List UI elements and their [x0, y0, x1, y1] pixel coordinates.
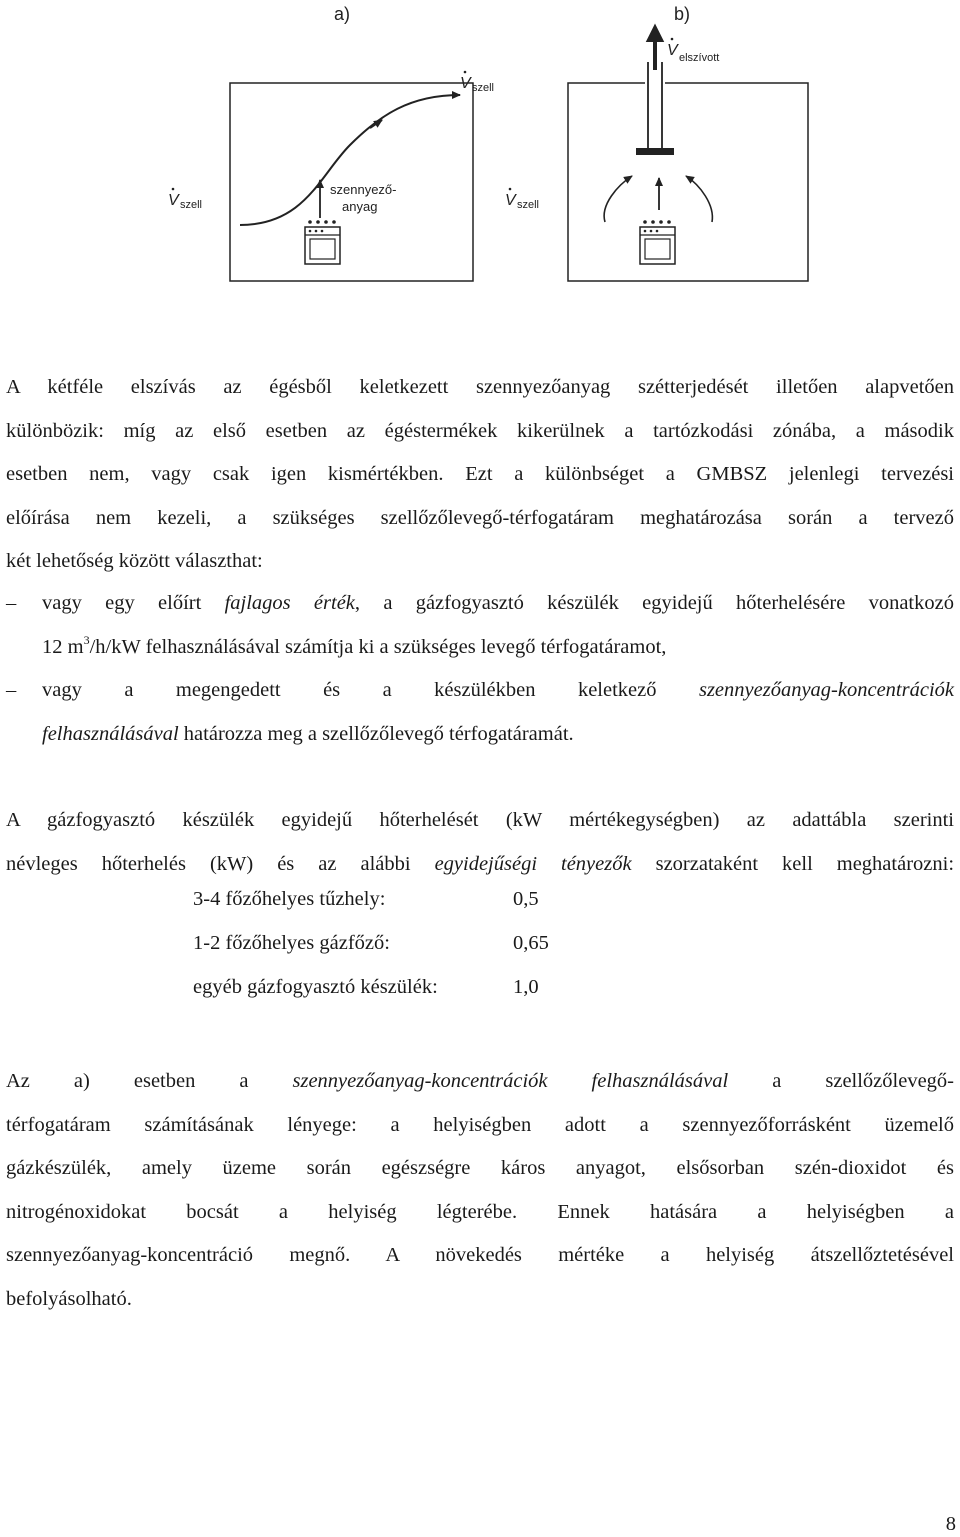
flow-label-v-elszivott — [667, 38, 719, 64]
pollutant-label-2: anyag — [342, 199, 378, 214]
svg-text:V: V — [667, 42, 678, 59]
factor-value: 0,65 — [513, 932, 549, 954]
gas-stove-a — [305, 220, 340, 264]
label-b: b) — [674, 4, 691, 24]
airflow-arrow-b-right — [686, 176, 712, 222]
emphasis-fajlagos: fajlagos érték — [224, 592, 355, 614]
ventilation-diagram — [0, 0, 960, 290]
flow-label-v-szell-top — [460, 71, 494, 94]
p1-line-2: különbözik: míg az első esetben az égéstermékek kikerülnek a tartózkodási zónába, a második — [6, 419, 954, 442]
bullet-1 — [6, 582, 954, 672]
bullet-dash: – — [6, 592, 17, 614]
svg-text:elszívott: elszívott — [679, 52, 720, 64]
svg-text:szell: szell — [517, 199, 540, 211]
p1-line-3: esetben nem, vagy csak igen kismértékben. Ezt a különbséget a GMBSZ jelenlegi tervezési — [6, 463, 954, 485]
bullet-dash: – — [6, 679, 17, 701]
svg-text:szell: szell — [472, 82, 495, 94]
bullet-2 — [6, 669, 954, 759]
paragraph-2 — [6, 799, 954, 886]
p3-line-1: Az a) esetben a szennyezőanyag-koncentrációk felhasználásával a szellőzőlevegő- — [6, 1070, 955, 1092]
p1-line-4: előírása nem kezeli, a szükséges szellőzőlevegő-térfogatáram meghatározása során a tervező — [6, 506, 954, 529]
factor-value: 1,0 — [513, 976, 539, 998]
p3-line-3: gázkészülék, amely üzeme során egészségre káros anyagot, elsősorban szén-dioxidot és — [6, 1157, 954, 1180]
factor-row-1 — [193, 888, 539, 911]
factor-row-3 — [193, 976, 539, 999]
extraction-hood — [636, 62, 674, 155]
p2-line-1: A gázfogyasztó készülék egyidejű hőterhelését (kW mértékegységben) az adattábla szerinti — [6, 809, 954, 831]
factor-value: 0,5 — [513, 888, 539, 910]
factor-label: 3-4 főzőhelyes tűzhely: — [193, 888, 386, 910]
bullet-2-line-2: felhasználásával határozza meg a szellőzőlevegő térfogatáramát. — [42, 722, 574, 745]
p3-line-5: szennyezőanyag-koncentráció megnő. A növekedés mértéke a helyiség átszellőztetésével — [6, 1244, 954, 1267]
label-a: a) — [334, 4, 351, 24]
airflow-arrow-b-left — [604, 176, 632, 222]
bullet-1-line-1: vagy egy előírt fajlagos érték, a gázfogyasztó készülék egyidejű hőterhelésére vonatkozó — [42, 592, 954, 614]
flow-label-v-szell-left — [168, 188, 202, 211]
room-b-outline — [568, 83, 808, 281]
paragraph-3 — [6, 1060, 954, 1322]
emphasis-felhasznalasaval: felhasználásával — [42, 722, 179, 745]
paragraph-1 — [6, 366, 954, 584]
emphasis-koncentraciok: szennyezőanyag-koncentrációk — [698, 679, 954, 701]
svg-text:V: V — [168, 192, 179, 209]
pollutant-label-1: szennyező- — [330, 182, 397, 197]
factor-label: 1-2 főzőhelyes gázfőző: — [193, 932, 390, 954]
p3-line-6: befolyásolható. — [6, 1287, 132, 1310]
p3-line-2: térfogatáram számításának lényege: a helyiségben adott a szennyezőforrásként üzemelő — [6, 1113, 954, 1136]
emphasis-egyidejusegi: egyidejűségi tényezők — [434, 852, 632, 875]
bullet-2-line-1: vagy a megengedett és a készülékben keletkező szennyezőanyag-koncentrációk — [42, 679, 954, 701]
p1-line-1: A kétféle elszívás az égésből keletkezett szennyezőanyag szétterjedését illetően alapvetően — [6, 376, 954, 398]
p3-line-4: nitrogénoxidokat bocsát a helyiség légterébe. Ennek hatására a helyiségben a — [6, 1200, 954, 1223]
svg-text:V: V — [460, 75, 471, 92]
flow-label-v-szell-b — [505, 188, 539, 211]
svg-text:szell: szell — [180, 199, 203, 211]
p2-line-2: névleges hőterhelés (kW) és az alábbi egyidejűségi tényezők szorzataként kell meghatározni: — [6, 852, 955, 875]
emphasis-koncentraciok-felhasznalasaval: szennyezőanyag-koncentrációk felhasználásával — [292, 1070, 729, 1092]
page-number: 8 — [945, 1513, 956, 1535]
p1-line-5: két lehetőség között választhat: — [6, 550, 263, 572]
factor-row-2 — [193, 932, 549, 955]
exhaust-arrow — [649, 28, 661, 70]
svg-text:V: V — [505, 192, 516, 209]
factor-label: egyéb gázfogyasztó készülék: — [193, 976, 438, 998]
gas-stove-b — [640, 220, 675, 264]
bullet-1-line-2: 12 $m^3/h/kW$ felhasználásával számítja ki a szükséges levegő térfogatáramot, — [42, 632, 667, 658]
